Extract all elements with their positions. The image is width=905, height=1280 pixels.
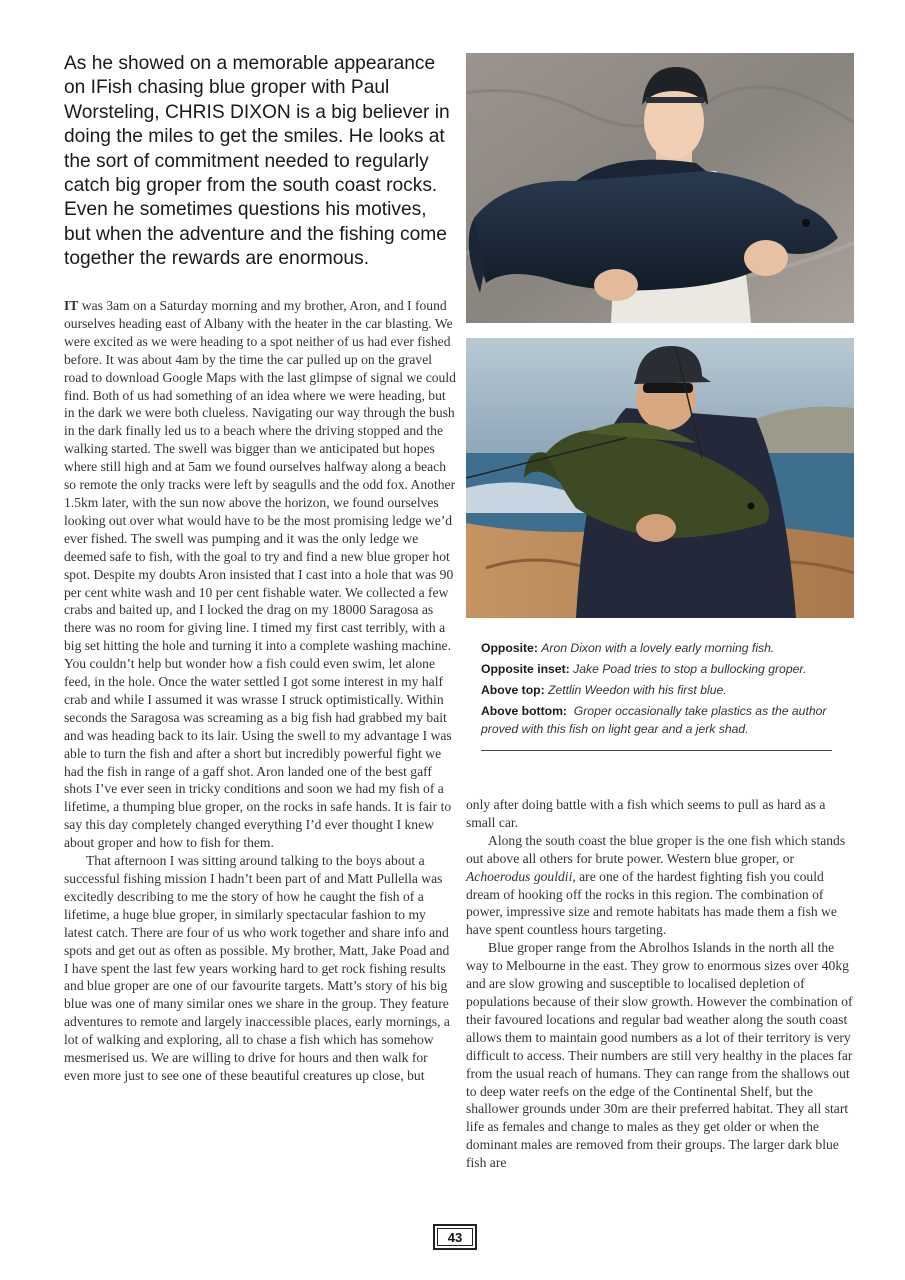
standfirst: As he showed on a memorable appearance on IFish chasing blue groper with Paul Worsteling, CHRIS DIXON is a big believer in doing the miles to get the smiles. He looks at the sort of commitment needed to regularly catch big groper from the south coast rocks. Even he sometimes questions his motives, but when the adventure and the fishing come together the rewards are enormous. bbox=[64, 53, 450, 270]
body-column-left bbox=[64, 297, 456, 1085]
body-paragraph-1: IT was 3am on a Saturday morning and my brother, Aron, and I found ourselves heading east of Albany with the heater in the car blasting. We were excited as we were heading to a spot neither of us had ever fished before. It was about 4am by the time the car pulled up on the gravel road to download Google Maps with the last glimpse of signal we could find. Both of us had something of an idea where we were heading, but in the dark we were both clueless. Navigating our way through the bush in the dark finally led us to a beach where the driving stopped and the walking started. The swell was bigger than we anticipated but hopes where still high and at 5am we found ourselves halfway along a beach so remote the only tracks were left by seagulls and the odd fox. Another 1.5km later, with the sun now above the horizon, we found ourselves looking out over what would have to be the most promising ledge we’d ever fished. The swell was pumping and it was the only ledge we deemed safe to fish, with the goal to try and find a new blue groper hot spot. Despite my doubts Aron insisted that I cast into a hole that was 90 per cent white wash and 10 per cent fishable water. We collected a few crabs and baited up, and I locked the drag on my 18000 Saragosa as there was no room for giving line. I timed my first cast terribly, with a big set hitting the hole and turning it into a complete washing machine. You couldn’t help but wonder how a fish could even swim, let alone feed, in the hole. Once the water settled I got some interest in my half crab and while I assumed it was wrasse I struck optimistically. Within seconds the Saragosa was screaming as a big fish had grabbed my bait and was heading back to its lair. Using the swell to my advantage I was able to turn the fish and after a short but incredibly powerful fight we had the fish in range of a gaff shot. Aron landed one of the best gaff shots I’ve ever seen in tricky conditions and soon we had my fish of a lifetime, a thumping blue groper, on the rocks in safe hands. It is fair to say this day completely changed everything I’d ever thought I knew about groper and how to fish for them. bbox=[64, 298, 456, 851]
caption-opposite-inset: Opposite inset: Jake Poad tries to stop a bullocking groper. bbox=[481, 662, 807, 676]
caption-above-bottom: Above bottom: Groper occasionally take plastics as the author proved with this fish on light gear and a jerk shad. bbox=[481, 704, 827, 736]
page-number: 43 bbox=[433, 1224, 477, 1250]
body-paragraph-3: only after doing battle with a fish which seems to pull as hard as a small car. bbox=[466, 797, 826, 830]
photo-green-groper-image bbox=[466, 338, 854, 618]
caption-divider bbox=[481, 750, 832, 751]
caption-above-top: Above top: Zettlin Weedon with his first blue. bbox=[481, 683, 727, 697]
body-paragraph-2: That afternoon I was sitting around talking to the boys about a successful fishing mission I hadn’t been part of and Matt Pullella was excitedly describing to me the story of how he caught the fish of a lifetime, a huge blue groper, in similarly spectacular fashion to my latest catch. There are four of us who work together and share info and spots and get out as often as possible. My brother, Matt, Jake Poad and I have spent the last few years working hard to get rock fishing results and blue groper are one of our favourite targets. Matt’s story of his big blue was one of many similar ones we share in the group. They feature adventures to remote and largely inaccessible places, early mornings, a lot of walking and exploring, all to chase a fish which has somehow mesmerised us. We are willing to drive for hours and then walk for even more just to see one of these beautiful creatures up close, but bbox=[64, 853, 450, 1083]
body-column-right bbox=[466, 796, 858, 1172]
photo-blue-groper-image bbox=[466, 53, 854, 323]
photo-man-with-blue-groper bbox=[466, 53, 854, 323]
body-paragraph-5: Blue groper range from the Abrolhos Islands in the north all the way to Melbourne in the east. They grow to enormous sizes over 40kg and are slow growing and susceptible to localised depletion of populations because of their slow growth. However the combination of their favoured locations and regular bad weather along the south coast allows them to maintain good numbers as a lot of their territory is very difficult to access. Their numbers are still very healthy in the places far from the usual reach of humans. They can range from the shallows out to deep water reefs on the edge of the Continental Shelf, but the shallower grounds under 30m are their preferred habitat. They all start life as females and change to males as they get older or when the dominant males are removed from their groups. The larger dark blue fish are bbox=[466, 940, 853, 1171]
photo-man-with-green-groper bbox=[466, 338, 854, 618]
caption-opposite: Opposite: Aron Dixon with a lovely early morning fish. bbox=[481, 641, 775, 655]
body-paragraph-4: Along the south coast the blue groper is the one fish which stands out above all others for brute power. Western blue groper, or Achoerodus gouldii, are one of the hardest fighting fish you could dream of hooking off the rocks in this region. The combination of power, impressive size and remote habitats has made them a fish we have spent countless hours targeting. bbox=[466, 832, 846, 938]
photo-captions bbox=[481, 639, 833, 741]
